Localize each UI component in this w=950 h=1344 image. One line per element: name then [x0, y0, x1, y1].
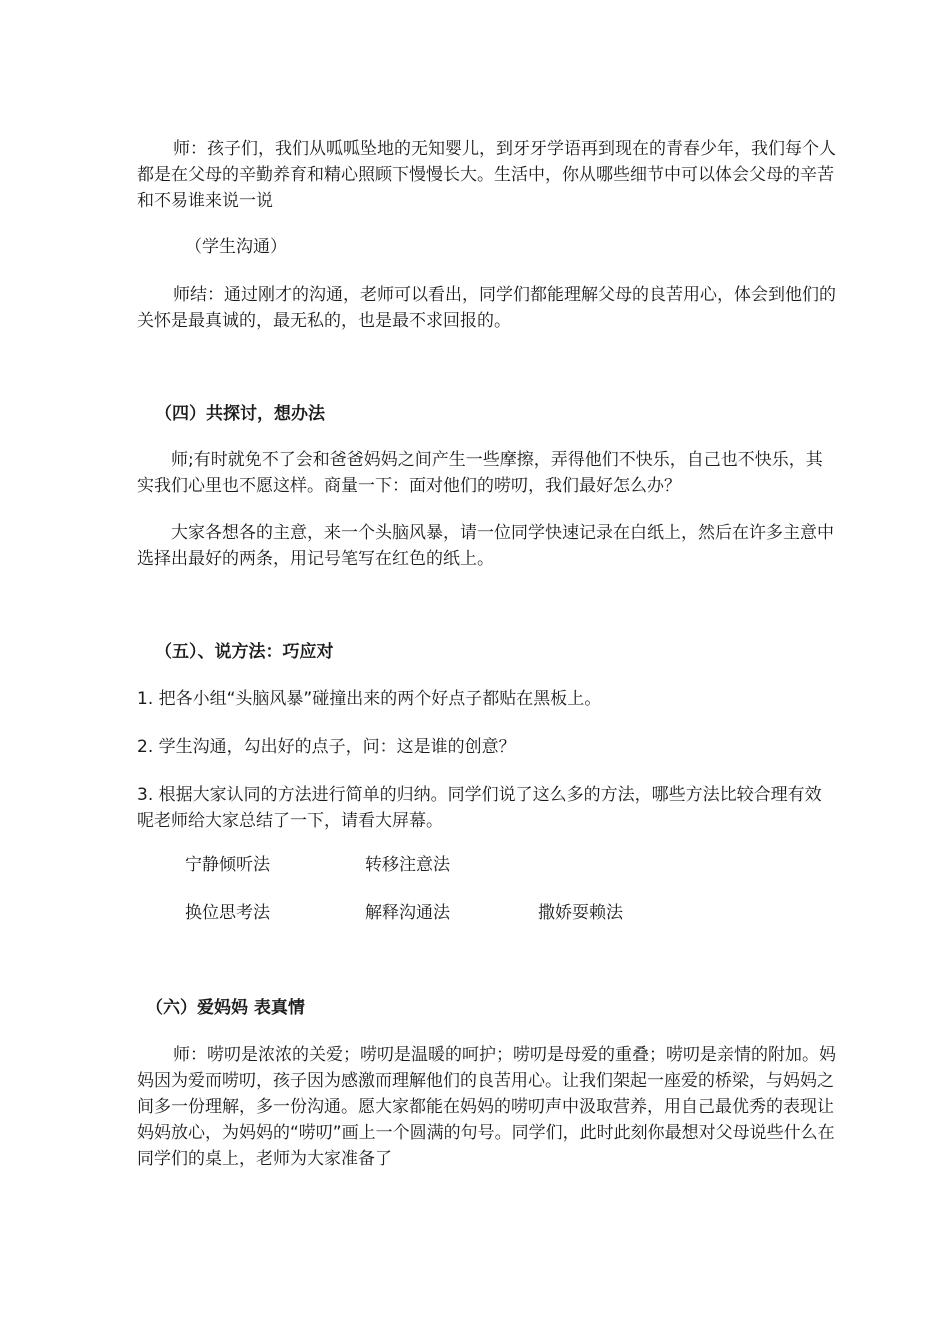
paragraph-teacher-friction: 师;有时就免不了会和爸爸妈妈之间产生一些摩擦，弄得他们不快乐，自己也不快乐，其实我们心里也不愿这样。商量一下：面对他们的唠叨，我们最好怎么办？ [137, 450, 823, 496]
section-heading-5: （五）、说方法：巧应对 [155, 642, 334, 662]
paragraph-teacher-nagging: 师：唠叨是浓浓的关爱；唠叨是温暖的呵护；唠叨是母爱的重叠；唠叨是亲情的附加。妈妈因为爱而唠叨，孩子因为感激而理解他们的良苦用心。让我们架起一座爱的桥梁，与妈妈之间多一份理解，多一份沟通。愿大家都能在妈妈的唠叨声中汲取营养，用自己最优秀的表现让妈妈放心，为妈妈的“唠叨”画上一个圆满的句号。同学们，此时此刻你最想对父母说些什么在同学们的桌上，老师为大家准备了 [137, 1045, 836, 1169]
method-shift-attention: 转移注意法 [365, 855, 450, 875]
paragraph-student-communication: （学生沟通） [185, 237, 287, 257]
paragraph-teacher-summary: 师结：通过刚才的沟通，老师可以看出，同学们都能理解父母的良苦用心，体会到他们的关怀是最真诚的，最无私的，也是最不求回报的。 [137, 285, 836, 331]
paragraph-brainstorm: 大家各想各的主意，来一个头脑风暴，请一位同学快速记录在白纸上，然后在许多主意中选择出最好的两条，用记号笔写在红色的纸上。 [137, 523, 834, 569]
method-perspective-taking: 换位思考法 [185, 903, 270, 923]
list-item-3: 3. 根据大家认同的方法进行简单的归纳。同学们说了这么多的方法，哪些方法比较合理有效呢老师给大家总结了一下，请看大屏幕。 [137, 785, 822, 831]
list-item-1: 1. 把各小组“头脑风暴”碰撞出来的两个好点子都贴在黑板上。 [137, 689, 602, 709]
method-quiet-listening: 宁静倾听法 [185, 855, 270, 875]
list-item-2: 2. 学生沟通，勾出好的点子，问：这是谁的创意？ [137, 737, 516, 757]
method-coquettish: 撒娇耍赖法 [538, 903, 623, 923]
method-explain-communicate: 解释沟通法 [365, 903, 450, 923]
section-heading-6: （六）爱妈妈 表真情 [146, 998, 305, 1018]
section-heading-4: （四）共探讨，想办法 [155, 404, 325, 424]
paragraph-teacher-intro: 师：孩子们，我们从呱呱坠地的无知婴儿，到牙牙学语再到现在的青春少年，我们每个人都是在父母的辛勤养育和精心照顾下慢慢长大。生活中，你从哪些细节中可以体会父母的辛苦和不易谁来说一说 [137, 139, 836, 211]
